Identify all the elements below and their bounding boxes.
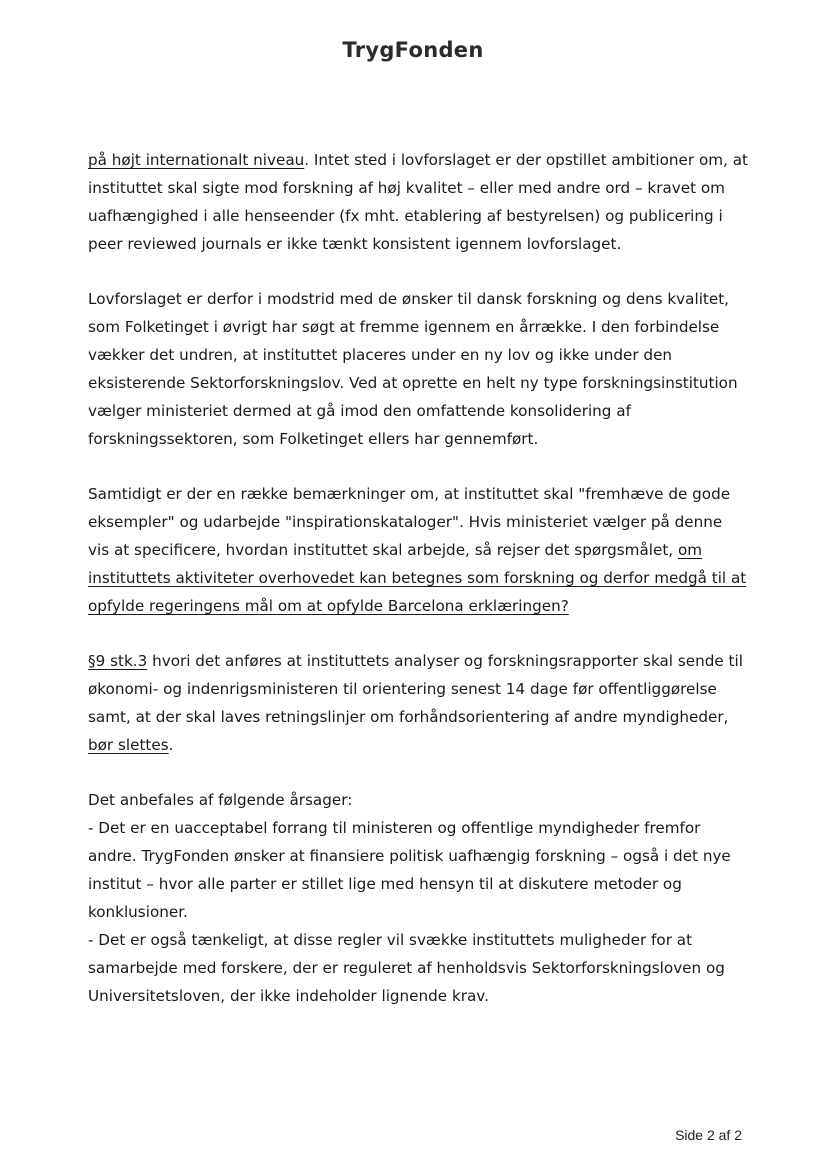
page-number: Side 2 af 2 <box>675 1127 742 1143</box>
paragraph-text: Lovforslaget er derfor i modstrid med de ønsker til dansk forskning og dens kvalitet, som Folketinget i øvrigt har søgt at fremme igennem en årrække. I den forbindelse vækker det undren, at instituttet placeres under en ny lov og ikke under den eksisterende Sektorforskningslov. Ved at oprette en helt ny type forskningsinstitution vælger ministeriet dermed at gå imod den omfattende konsolidering af forskningssektoren, som Folketinget ellers har gennemført. <box>88 290 738 448</box>
section-reference: §9 stk.3 <box>88 652 148 670</box>
paragraph-end: . <box>168 736 174 754</box>
underlined-phrase: på højt internationalt niveau <box>88 151 305 169</box>
reason-item: - Det er en uacceptabel forrang til ministeren og offentlige myndigheder fremfor andre. TrygFonden ønsker at finansiere politisk uafhængig forskning – også i det nye institut – hvor alle parter er stillet lige med hensyn til at diskutere metoder og konklusioner. <box>88 819 731 921</box>
reasons-intro: Det anbefales af følgende årsager: <box>88 791 353 809</box>
paragraph-section-9 <box>88 647 748 759</box>
paragraph-text: Samtidigt er der en række bemærkninger om, at instituttet skal "fremhæve de gode eksempler" og udarbejde "inspirationskataloger". Hvis ministeriet vælger på denne vis at specificere, hvordan instituttet skal arbejde, så rejser det spørgsmålet, <box>88 485 731 559</box>
paragraph-text: . Intet sted i lovforslaget er der opstillet ambitioner om, at instituttet skal sigte mod forskning af høj kvalitet – eller med andre ord – kravet om uafhængighed i alle henseender (fx mht. etablering af bestyrelsen) og publicering i peer reviewed journals er ikke tænkt konsistent igennem lovforslaget. <box>88 151 748 253</box>
reason-item: - Det er også tænkeligt, at disse regler vil svække instituttets muligheder for at samarbejde med forskere, der er reguleret af henholdsvis Sektorforskningsloven og Universitetsloven, der ikke indeholder lignende krav. <box>88 931 725 1005</box>
paragraph-reasons <box>88 786 748 1010</box>
paragraph-consolidation <box>88 285 748 453</box>
underlined-question: om instituttets aktiviteter overhovedet kan betegnes som forskning og derfor medgå til at opfylde regeringens mål om at opfylde Barcelona erklæringen? <box>88 541 747 615</box>
paragraph-research-quality <box>88 146 748 258</box>
trygfonden-logo: TrygFonden <box>342 38 484 62</box>
paragraph-text: hvori det anføres at instituttets analyser og forskningsrapporter skal sende til økonomi- og indenrigsministeren til orientering senest 14 dage før offentliggørelse samt, at der skal laves retningslinjer om forhåndsorientering af andre myndigheder, <box>88 652 743 726</box>
paragraph-examples <box>88 480 748 620</box>
letter-body <box>88 146 748 1037</box>
underlined-recommendation: bør slettes <box>88 736 169 754</box>
